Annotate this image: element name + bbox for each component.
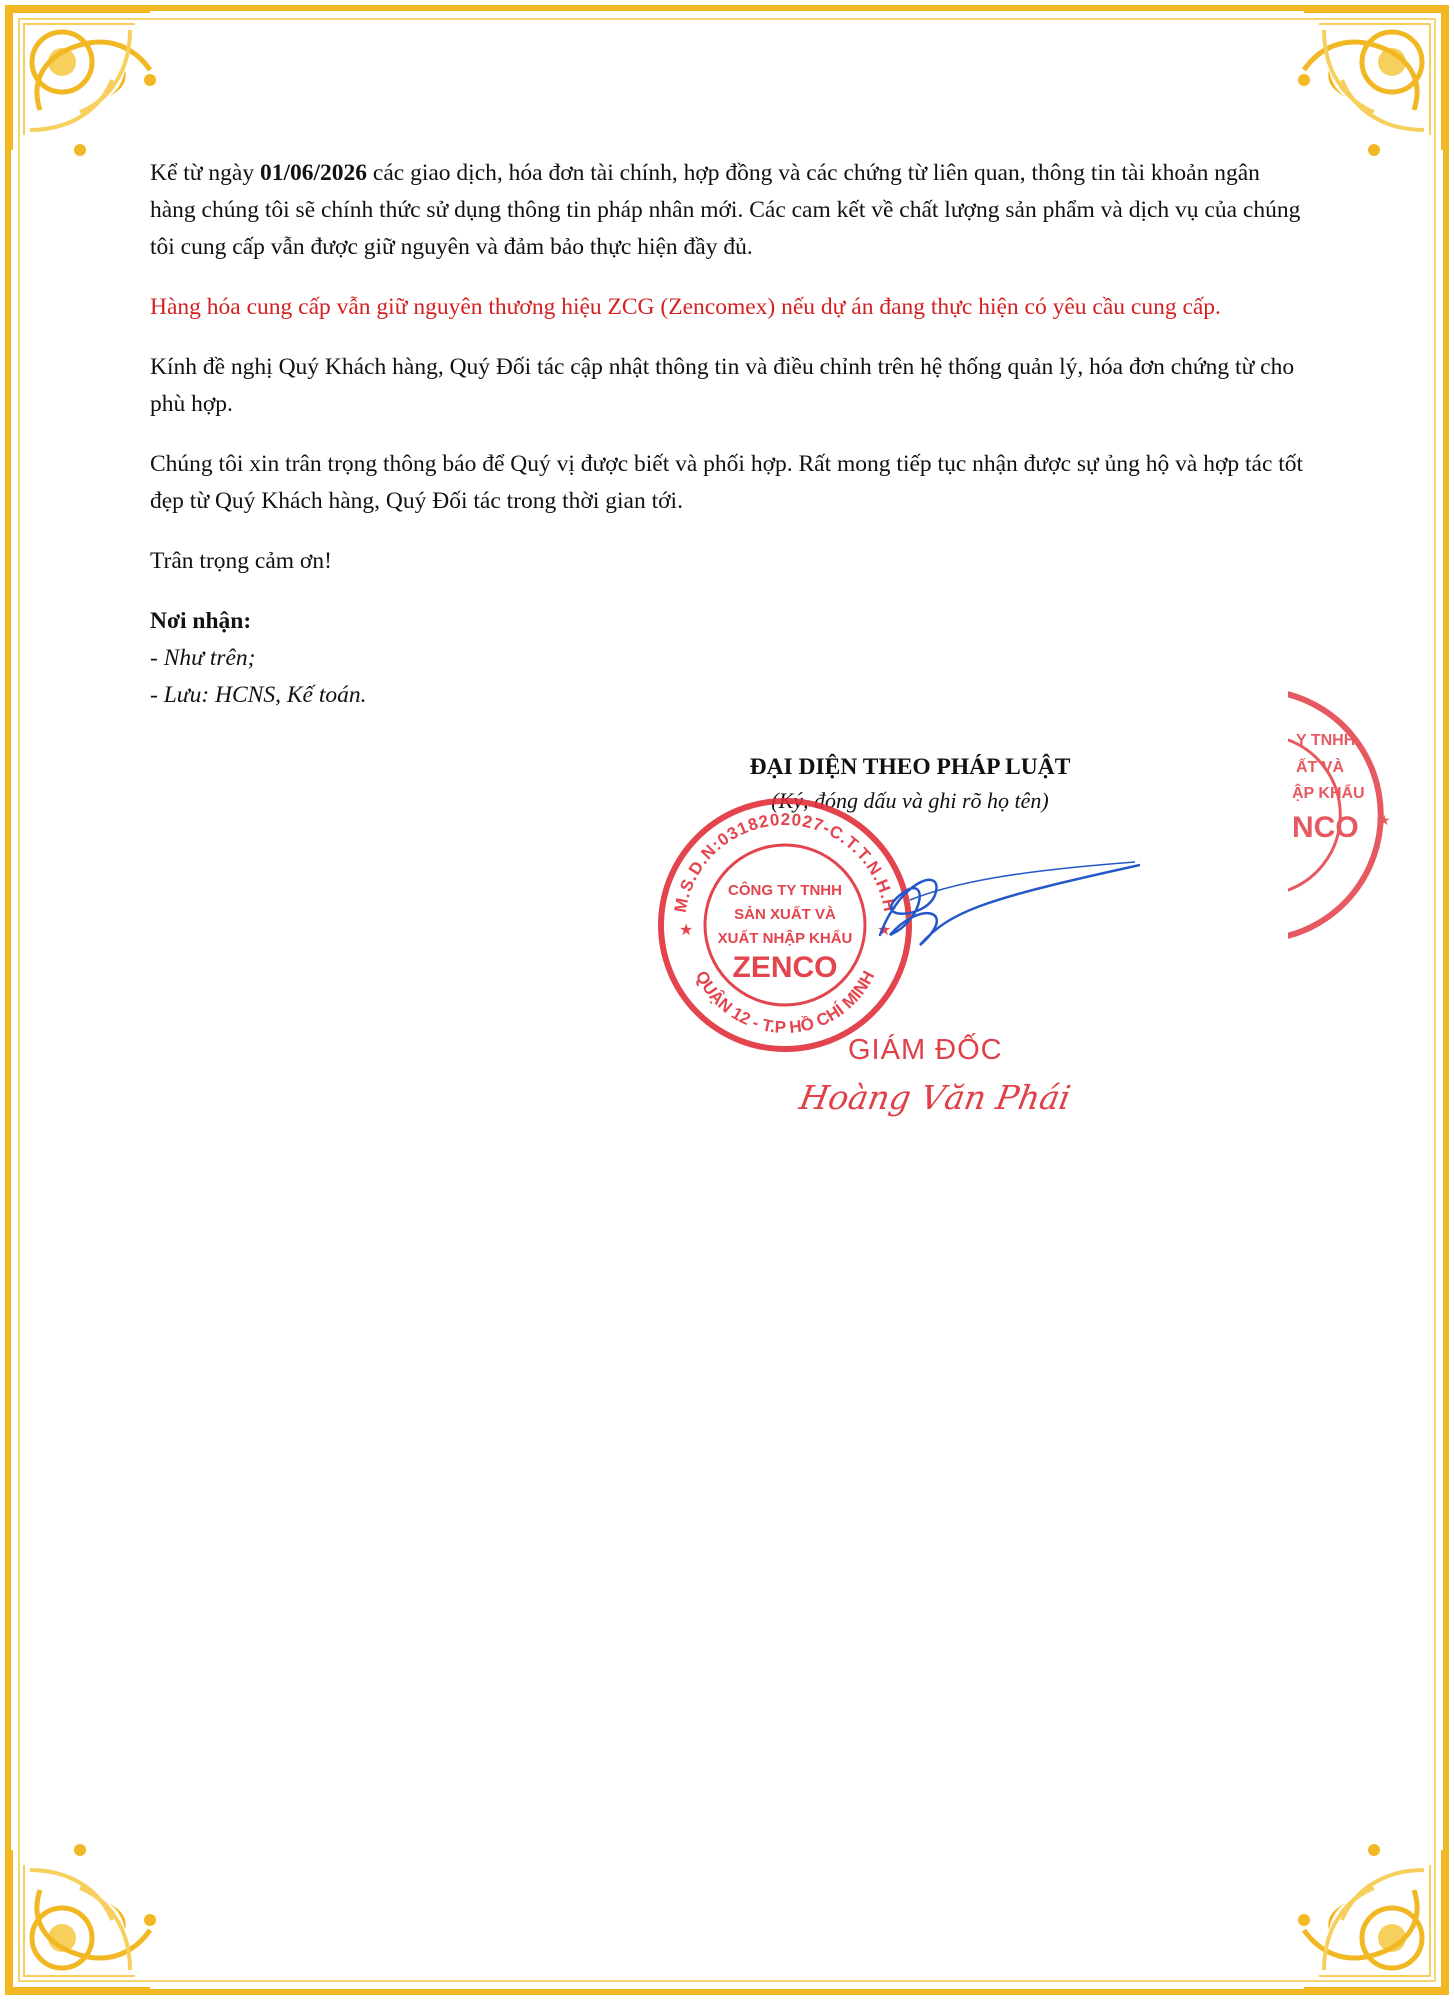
svg-text:NCO: NCO [1292, 811, 1359, 844]
effective-date: 01/06/2026 [259, 160, 368, 186]
director-title: GIÁM ĐỐC [848, 1034, 1003, 1066]
svg-text:ẤT VÀ: ẤT VÀ [1296, 759, 1344, 776]
director-name: Hoàng Văn Phái [796, 1078, 1074, 1117]
paragraph-thanks: Trân trọng cảm ơn! [150, 548, 332, 574]
handwritten-signature [840, 840, 1140, 970]
paragraph-announcement: Chúng tôi xin trân trọng thông báo để Quý vị được biết và phối hợp. Rất mong tiếp tục nhận được sự ủng hộ và hợp tác tốt đẹp từ Quý Khách hàng, Quý Đối tác trong thời gian tới. [150, 451, 1304, 514]
seal-line-2: SẢN XUẤT VÀ [734, 906, 836, 923]
seal-line-1: CÔNG TY TNHH [728, 882, 842, 899]
paragraph-effective-date: Kể từ ngày 01/06/2026 các giao dịch, hóa đơn tài chính, hợp đồng và các chứng từ liên quan, thông tin tài khoản ngân hàng chúng tôi sẽ chính thức sử dụng thông tin pháp nhân mới. Các cam kết về chất lượng sản phẩm và dịch vụ của chúng tôi cung cấp vẫn được giữ nguyên và đảm bảo thực hiện đầy đủ. [150, 160, 1301, 260]
seal-line-3: XUẤT NHẬP KHẨU [717, 930, 853, 947]
seal-ring-text: M.S.D.N:0318202027-C.T.T.N.H.H [670, 809, 900, 914]
recipients-title: Nơi nhận: [150, 608, 252, 634]
recipient-item: - Như trên; [150, 645, 256, 671]
seal-star-icon: ★ [877, 922, 892, 939]
signature-note: (Ký, đóng dấu và ghi rõ họ tên) [771, 788, 1049, 813]
seal-ring-bottom: QUẬN 12 - T.P HỒ CHÍ MINH [691, 967, 879, 1038]
seal-star-icon: ★ [1378, 812, 1391, 828]
recipients-section [150, 603, 1310, 714]
recipient-item: - Lưu: HCNS, Kế toán. [150, 682, 367, 708]
signature-title: ĐẠI DIỆN THEO PHÁP LUẬT [749, 754, 1071, 780]
partial-seal [1288, 680, 1418, 950]
letter-body [150, 155, 1310, 714]
paragraph-brand-notice: Hàng hóa cung cấp vẫn giữ nguyên thương hiệu ZCG (Zencomex) nếu dự án đang thực hiện có yêu cầu cung cấp. [150, 294, 1221, 320]
seal-star-icon: ★ [679, 922, 694, 939]
paragraph-request: Kính đề nghị Quý Khách hàng, Quý Đối tác cập nhật thông tin và điều chỉnh trên hệ thống quản lý, hóa đơn chứng từ cho phù hợp. [150, 354, 1295, 417]
svg-text:ẬP KHẨU: ẬP KHẨU [1292, 785, 1365, 802]
seal-line-4: ZENCO [732, 951, 838, 984]
svg-text:Y TNHH: Y TNHH [1296, 732, 1356, 749]
